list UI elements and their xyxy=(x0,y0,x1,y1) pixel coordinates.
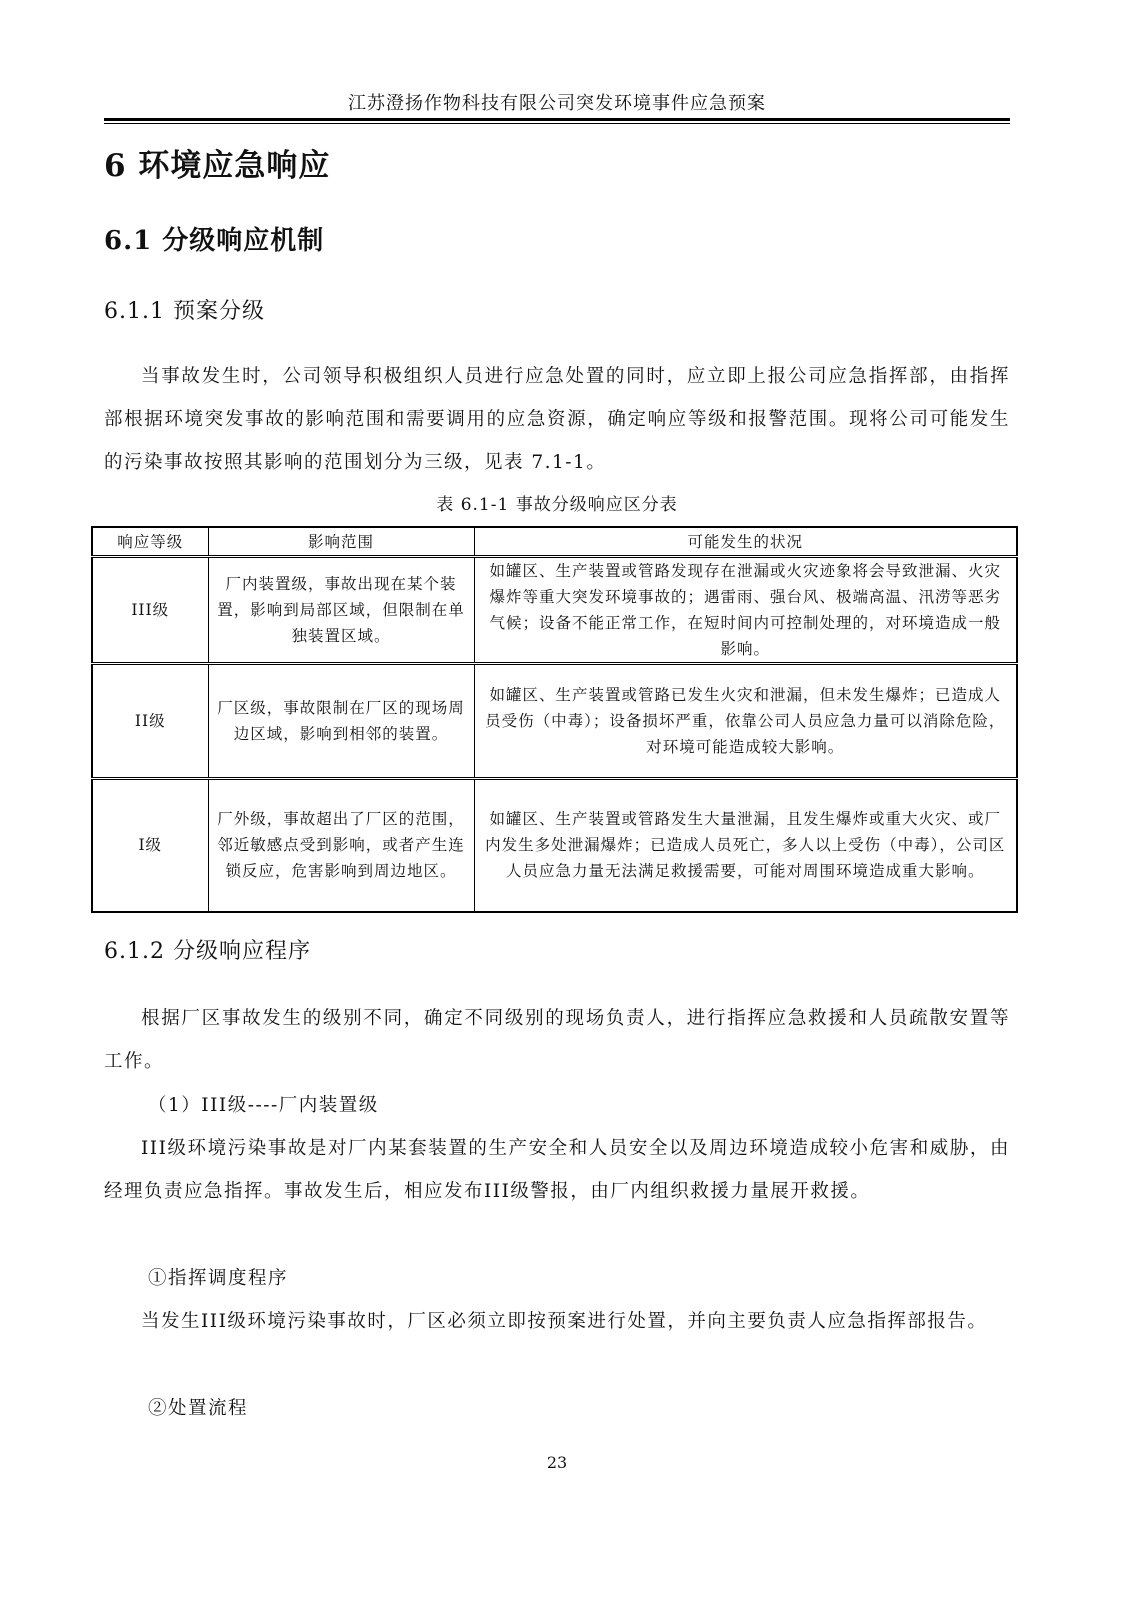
running-header: 江苏澄扬作物科技有限公司突发环境事件应急预案 xyxy=(348,93,766,114)
header-cell-situation: 可能发生的状况 xyxy=(474,527,1017,557)
header-cell-level: 响应等级 xyxy=(92,527,208,557)
table-row xyxy=(92,557,1017,664)
scope-cell: 厂内装置级，事故出现在某个装置，影响到局部区域，但限制在单独装置区域。 xyxy=(208,557,474,664)
situation-cell: 如罐区、生产装置或管路发生大量泄漏，且发生爆炸或重大火灾、或厂内发生多处泄漏爆炸；已造成人员死亡，多人以上受伤（中毒），公司区人员应急力量无法满足救援需要，可能对周围环境造成重大影响。 xyxy=(474,779,1017,912)
table-row xyxy=(92,779,1017,912)
paragraph-procedure: 根据厂区事故发生的级别不同，确定不同级别的现场负责人，进行指挥应急救援和人员疏散安置等工作。 xyxy=(104,1008,1010,1072)
table-header-row xyxy=(92,527,1017,557)
subsubsection-title-612: 6.1.2 分级响应程序 xyxy=(104,939,311,964)
paragraph-level3: III级环境污染事故是对厂内某套装置的生产安全和人员安全以及周边环境造成较小危害和威胁，由经理负责应急指挥。事故发生后，相应发布III级警报，由厂内组织救援力量展开救援。 xyxy=(104,1138,1010,1202)
item-title-level3: （1）III级----厂内装置级 xyxy=(148,1095,379,1116)
header-cell-scope: 影响范围 xyxy=(208,527,474,557)
scope-cell: 厂区级，事故限制在厂区的现场周边区域，影响到相邻的装置。 xyxy=(208,664,474,779)
situation-cell: 如罐区、生产装置或管路发现存在泄漏或火灾迹象将会导致泄漏、火灾爆炸等重大突发环境事故的；遇雷雨、强台风、极端高温、汛涝等恶劣气候；设备不能正常工作，在短时间内可控制处理的，对环境造成一般影响。 xyxy=(474,557,1017,664)
section-title: 6 环境应急响应 xyxy=(104,148,331,184)
header-rule-thin xyxy=(104,123,1010,124)
level-cell: I级 xyxy=(92,779,208,912)
level-cell: II级 xyxy=(92,664,208,779)
table-row xyxy=(92,664,1017,779)
page-number: 23 xyxy=(546,1453,568,1472)
response-grade-table xyxy=(91,526,1018,913)
step-title-process: ②处置流程 xyxy=(148,1398,249,1419)
scope-cell: 厂外级，事故超出了厂区的范围，邻近敏感点受到影响，或者产生连锁反应，危害影响到周边地区。 xyxy=(208,779,474,912)
paragraph-dispatch: 当发生III级环境污染事故时，厂区必须立即按预案进行处置，并向主要负责人应急指挥部报告。 xyxy=(141,1311,988,1332)
paragraph-grading: 当事故发生时，公司领导积极组织人员进行应急处置的同时，应立即上报公司应急指挥部，由指挥部根据环境突发事故的影响范围和需要调用的应急资源，确定响应等级和报警范围。现将公司可能发生的污染事故按照其影响的范围划分为三级，见表 7.1-1。 xyxy=(104,366,1010,473)
step-title-dispatch: ①指挥调度程序 xyxy=(148,1268,289,1289)
subsection-title: 6.1 分级响应机制 xyxy=(104,226,325,256)
subsubsection-title-611: 6.1.1 预案分级 xyxy=(104,299,265,324)
header-rule-thick xyxy=(104,118,1010,121)
situation-cell: 如罐区、生产装置或管路已发生火灾和泄漏，但未发生爆炸；已造成人员受伤（中毒）；设备损坏严重，依靠公司人员应急力量可以消除危险，对环境可能造成较大影响。 xyxy=(474,664,1017,779)
level-cell: III级 xyxy=(92,557,208,664)
table-caption: 表 6.1-1 事故分级响应区分表 xyxy=(436,495,678,515)
